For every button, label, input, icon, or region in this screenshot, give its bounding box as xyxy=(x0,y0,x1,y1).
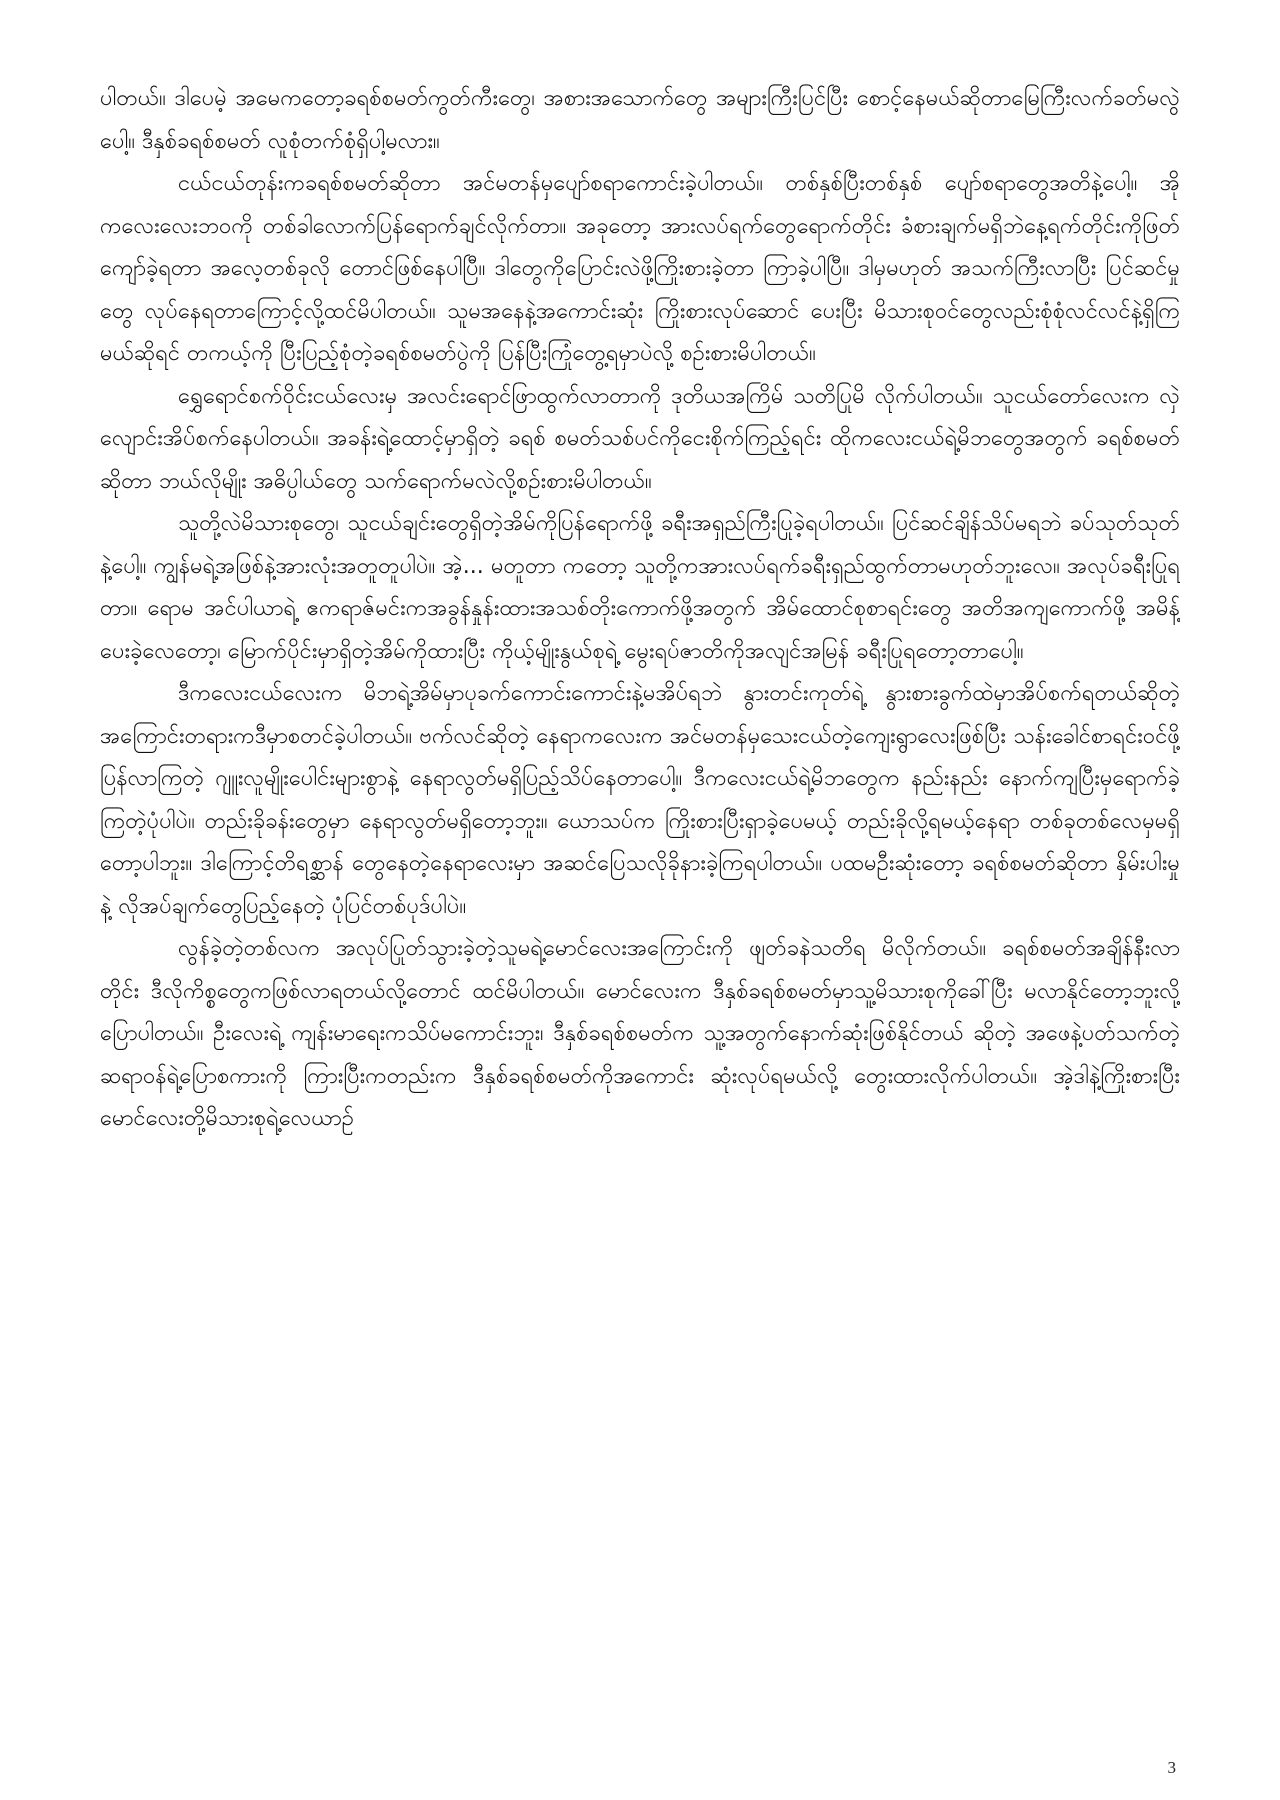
paragraph-5: ဒီကလေးငယ်လေးက မိဘရဲ့အိမ်မှာပုခက်ကောင်းကောင်းနဲ့မအိပ်ရဘဲ နွားတင်းကုတ်ရဲ့ နွားစားခွက်ထဲမှာအိပ်စက်ရတယ်ဆိုတဲ့ အကြောင်းတရားကဒီမှာစတင်ခဲ့ပါတယ်။ ဗက်လင်ဆိုတဲ့ နေရာကလေးက အင်မတန်မှသေးငယ်တဲ့ကျေးရွာလေးဖြစ်ပြီး သန်းခေါင်စာရင်းဝင်ဖို့ ပြန်လာကြတဲ့ ဂျူးလူမျိုးပေါင်းများစွာနဲ့ နေရာလွတ်မရှိပြည့်သိပ်နေတာပေါ့။ ဒီကလေးငယ်ရဲ့မိဘတွေက နည်းနည်း နောက်ကျပြီးမှရောက်ခဲ့ကြတဲ့ပုံပါပဲ။ တည်းခိုခန်းတွေမှာ နေရာလွတ်မရှိတော့ဘူး။ ယောသပ်က ကြိုးစားပြီးရှာခဲ့ပေမယ့် တည်းခိုလို့ရမယ့်နေရာ တစ်ခုတစ်လေမှမရှိတော့ပါဘူး။ ဒါကြောင့်တိရစ္ဆာန် တွေနေတဲ့နေရာလေးမှာ အဆင်ပြေသလိုခိုနားခဲ့ကြရပါတယ်။ ပထမဦးဆုံးတော့ ခရစ်စမတ်ဆိုတာ နှိမ်းပါးမှုနဲ့ လိုအပ်ချက်တွေပြည့်နေတဲ့ ပုံပြင်တစ်ပုဒ်ပါပဲ။ xyxy=(100,681,1180,919)
paragraph-3: ရွှေရောင်စက်ဝိုင်းငယ်လေးမှ အလင်းရောင်ဖြာထွက်လာတာကို ဒုတိယအကြိမ် သတိပြုမိ လိုက်ပါတယ်။ သူငယ်တော်လေးက လှဲလျောင်းအိပ်စက်နေပါတယ်။ အခန်းရဲ့ထောင့်မှာရှိတဲ့ ခရစ် စမတ်သစ်ပင်ကိုငေးစိုက်ကြည့်ရင်း ထိုကလေးငယ်ရဲ့မိဘတွေအတွက် ခရစ်စမတ်ဆိုတာ ဘယ်လိုမျိုး အဓိပ္ပါယ်တွေ သက်ရောက်မလဲလို့စဉ်းစားမိပါတယ်။ xyxy=(100,383,1180,494)
paragraph-1: ပါတယ်။ ဒါပေမဲ့ အမေကတော့ခရစ်စမတ်ကွတ်ကီးတွေ၊ အစားအသောက်တွေ အများကြီးပြင်ပြီး စောင့်နေမယ်ဆိုတာမြေကြီးလက်ခတ်မလွဲပေါ့။ ဒီနှစ်ခရစ်စမတ် လူစုံတက်စုံရှိပါ့မလား။ xyxy=(100,86,1180,154)
page-number: 3 xyxy=(1167,1758,1176,1777)
paragraph-4: သူတို့လဲမိသားစုတွေ၊ သူငယ်ချင်းတွေရှိတဲ့အိမ်ကိုပြန်ရောက်ဖို့ ခရီးအရှည်ကြီးပြုခဲ့ရပါတယ်။ ပြင်ဆင်ချိန်သိပ်မရဘဲ ခပ်သုတ်သုတ်နဲ့ပေါ့။ ကျွန်မရဲ့အဖြစ်နဲ့အားလုံးအတူတူပါပဲ။ အဲ့... မတူတာ ကတော့ သူတို့ကအားလပ်ရက်ခရီးရှည်ထွက်တာမဟုတ်ဘူးလေ။ အလုပ်ခရီးပြုရတာ။ ရောမ အင်ပါယာရဲ့ ဧကရာဇ်မင်းကအခွန်နှုန်းထားအသစ်တိုးကောက်ဖို့အတွက် အိမ်ထောင်စုစာရင်းတွေ အတိအကျကောက်ဖို့ အမိန့်ပေးခဲ့လေတော့၊ မြောက်ပိုင်းမှာရှိတဲ့အိမ်ကိုထားပြီး ကိုယ့်မျိုးနွယ်စုရဲ့ မွေးရပ်ဇာတိကိုအလျင်အမြန် ခရီးပြုရတော့တာပေါ့။ xyxy=(100,511,1180,664)
paragraph-6: လွန်ခဲ့တဲ့တစ်လက အလုပ်ပြုတ်သွားခဲ့တဲ့သူမရဲ့မောင်လေးအကြောင်းကို ဖျတ်ခနဲသတိရ မိလိုက်တယ်။ ခရစ်စမတ်အချိန်နီးလာတိုင်း ဒီလိုကိစ္စတွေကဖြစ်လာရတယ်လို့တောင် ထင်မိပါတယ်။ မောင်လေးက ဒီနှစ်ခရစ်စမတ်မှာသူ့မိသားစုကိုခေါ်ပြီး မလာနိုင်တော့ဘူးလို့ ပြောပါတယ်။ ဦးလေးရဲ့ ကျန်းမာရေးကသိပ်မကောင်းဘူး၊ ဒီနှစ်ခရစ်စမတ်က သူ့အတွက်နောက်ဆုံးဖြစ်နိုင်တယ် ဆိုတဲ့ အဖေနဲ့ပတ်သက်တဲ့ဆရာဝန်ရဲ့ပြောစကားကို ကြားပြီးကတည်းက ဒီနှစ်ခရစ်စမတ်ကိုအကောင်း ဆုံးလုပ်ရမယ်လို့ တွေးထားလိုက်ပါတယ်။ အဲ့ဒါနဲ့ကြိုးစားပြီး မောင်လေးတို့မိသားစုရဲ့လေယာဉ် xyxy=(100,936,1180,1131)
paragraph-2: ငယ်ငယ်တုန်းကခရစ်စမတ်ဆိုတာ အင်မတန်မှပျော်စရာကောင်းခဲ့ပါတယ်။ တစ်နှစ်ပြီးတစ်နှစ် ပျော်စရာတွေအတိနဲ့ပေါ့။ အို ကလေးလေးဘဝကို တစ်ခါလောက်ပြန်ရောက်ချင်လိုက်တာ။ အခုတော့ အားလပ်ရက်တွေရောက်တိုင်း ခံစားချက်မရှိဘဲနေ့ရက်တိုင်းကိုဖြတ်ကျော်ခဲ့ရတာ အလေ့တစ်ခုလို တောင်ဖြစ်နေပါပြီ။ ဒါတွေကိုပြောင်းလဲဖို့ကြိုးစားခဲ့တာ ကြာခဲ့ပါပြီ။ ဒါမှမဟုတ် အသက်ကြီးလာပြီး ပြင်ဆင်မှုတွေ လုပ်နေရတာကြောင့်လို့ထင်မိပါတယ်။ သူမအနေနဲ့အကောင်းဆုံး ကြိုးစားလုပ်ဆောင် ပေးပြီး မိသားစုဝင်တွေလည်းစုံစုံလင်လင်နဲ့ရှိကြမယ်ဆိုရင် တကယ့်ကို ပြီးပြည့်စုံတဲ့ခရစ်စမတ်ပွဲကို ပြန်ပြီးကြုံတွေ့ရမှာပဲလို့ စဉ်းစားမိပါတယ်။ xyxy=(100,171,1180,366)
document-body xyxy=(100,78,1180,1738)
